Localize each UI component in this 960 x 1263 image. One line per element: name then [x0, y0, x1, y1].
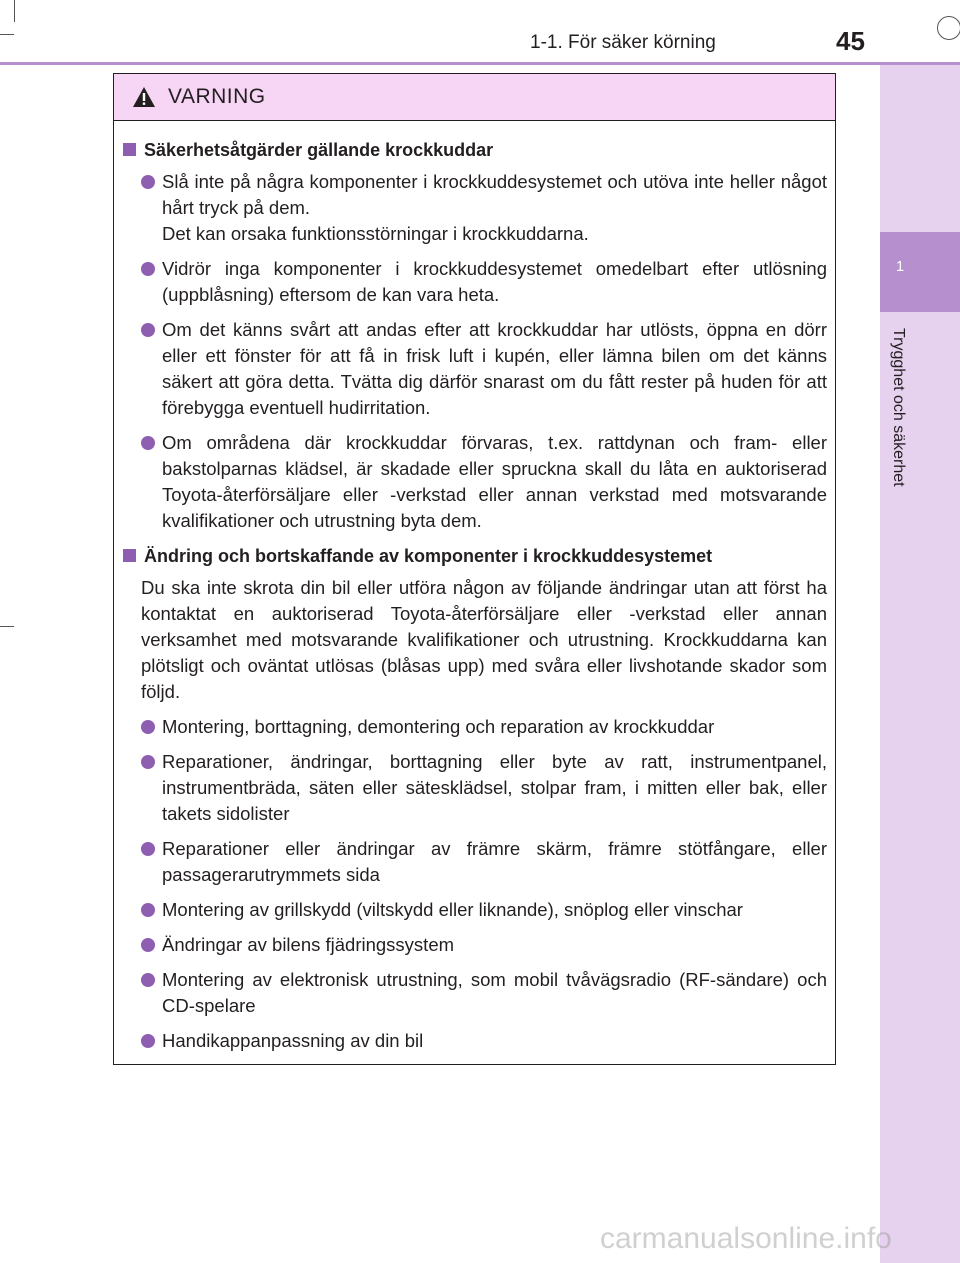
crop-mark — [14, 0, 15, 22]
bullet-icon — [141, 436, 155, 450]
square-bullet-icon — [123, 549, 136, 562]
crop-mark — [0, 626, 14, 627]
bullet-icon — [141, 842, 155, 856]
list-item: Montering av elektronisk utrustning, som mobil tvåvägsradio (RF-sändare) och CD-spelare — [141, 967, 827, 1019]
chapter-title: Trygghet och säkerhet — [890, 328, 907, 487]
list-item: Om det känns svårt att andas efter att krockkuddar har utlösts, öppna en dörr eller ett fönster för att få in frisk luft i kupén, eller lämna bilen om det känns säkert att göra detta. Tvätta dig därför snarast om du fått rester på huden för att förebygga eventuell hudirritation. — [141, 317, 827, 421]
section-reference: 1-1. För säker körning — [530, 32, 716, 53]
chapter-number: 1 — [895, 258, 905, 275]
list-item: Reparationer, ändringar, borttagning eller byte av ratt, instrumentpanel, instrumentbräda, säten eller sätesklädsel, stolpar fram, i mitten eller bak, eller takets sidolister — [141, 749, 827, 827]
section-heading: Ändring och bortskaffande av komponenter i krockkuddesystemet — [121, 543, 827, 569]
warning-box — [113, 73, 836, 1065]
list-item: Reparationer eller ändringar av främre skärm, främre stötfångare, eller passagerarutrymmets sida — [141, 836, 827, 888]
bullet-icon — [141, 938, 155, 952]
bullet-icon — [141, 1034, 155, 1048]
watermark: carmanualsonline.info — [600, 1222, 892, 1255]
list-item: Montering, borttagning, demontering och reparation av krockkuddar — [141, 714, 827, 740]
bullet-icon — [141, 262, 155, 276]
warning-title: VARNING — [168, 85, 266, 108]
bullet-icon — [141, 720, 155, 734]
warning-body — [114, 121, 835, 1054]
page-number: 45 — [836, 26, 865, 56]
list-item: Vidrör inga komponenter i krockkuddesystemet omedelbart efter utlösning (uppblåsning) eftersom de kan vara heta. — [141, 256, 827, 308]
crop-mark — [0, 34, 14, 35]
list-item: Handikappanpassning av din bil — [141, 1028, 827, 1054]
list-item: Slå inte på några komponenter i krockkuddesystemet och utöva inte heller något hårt tryck på dem. Det kan orsaka funktionsstörningar i krockkuddarna. — [141, 169, 827, 247]
warning-triangle-icon — [132, 86, 156, 108]
list-item: Montering av grillskydd (viltskydd eller liknande), snöplog eller vinschar — [141, 897, 827, 923]
warning-header — [114, 74, 835, 121]
bullet-icon — [141, 903, 155, 917]
bullet-icon — [141, 755, 155, 769]
square-bullet-icon — [123, 143, 136, 156]
bullet-icon — [141, 973, 155, 987]
bullet-icon — [141, 323, 155, 337]
intro-paragraph: Du ska inte skrota din bil eller utföra någon av följande ändringar utan att först ha kontaktat en auktoriserad Toyota-återförsäljare eller -verkstad eller annan verksamhet med motsvarande kvalifikationer och utrustning. Krockkuddarna kan plötsligt och oväntat utlösas (blåsas upp) med svåra eller livshotande skador som följd. — [141, 577, 827, 702]
list-item: Ändringar av bilens fjädringssystem — [141, 932, 827, 958]
list-item: Om områdena där krockkuddar förvaras, t.ex. rattdynan och fram- eller bakstolparnas klädsel, är skadade eller spruckna skall du låta en auktoriserad Toyota-återförsäljare eller -verkstad eller annan verkstad med motsvarande kvalifikationer och utrustning byta dem. — [141, 430, 827, 534]
bullet-icon — [141, 175, 155, 189]
section-heading: Säkerhetsåtgärder gällande krockkuddar — [121, 137, 827, 163]
header-rule — [0, 62, 960, 65]
registration-mark — [937, 16, 960, 40]
